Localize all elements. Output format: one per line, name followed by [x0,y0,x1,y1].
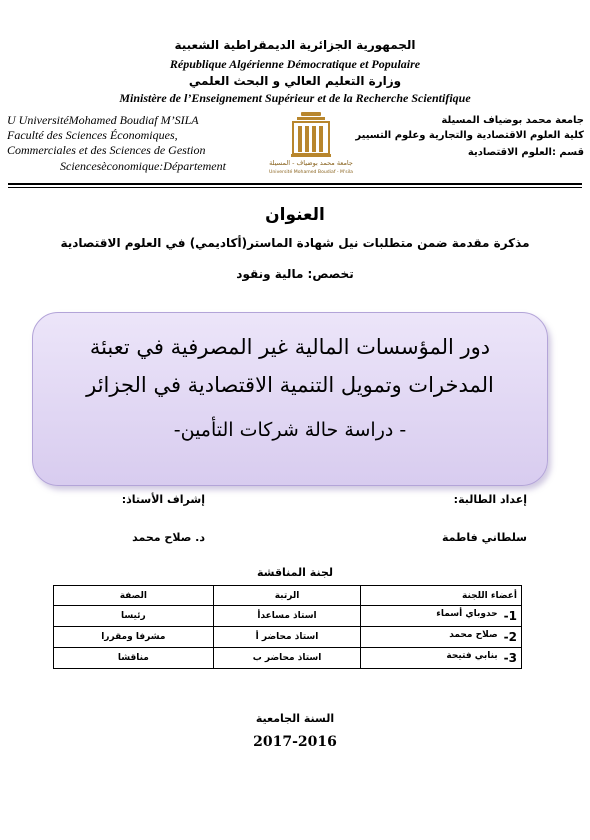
jury-title: لجنة المناقشة [256,566,333,579]
header-divider-thin [8,187,582,188]
title-heading: العنوان [265,205,325,225]
faculty-fr-line1: Faculté des Sciences Économiques, [7,128,178,142]
member-number: 2- [503,630,517,644]
jury-table [53,585,522,669]
member-number: 3- [503,651,517,665]
thesis-title-line1: دور المؤسسات المالية غير المصرفية في تعبئة [89,335,491,359]
header-role: الصفة [54,586,214,606]
header-member: أعضاء اللجنة [361,586,522,606]
university-logo-icon [269,110,353,176]
faculty-ar: كلية العلوم الاقتصادية والتجارية وعلوم التسيير [355,130,584,141]
ministry-fr: Ministère de l’Enseignement Supérieur et de la Recherche Scientifique [119,91,471,105]
header-rank: الرتبة [213,586,361,606]
faculty-fr-line2: Commerciales et des Sciences de Gestion [7,143,206,157]
member-name: بنابي فتيحة [446,651,498,661]
thesis-title-box [32,312,548,486]
table-row [54,648,522,669]
university-ar: جامعة محمد بوضياف المسيلة [441,115,584,126]
supervisor-label: إشراف الأستاذ: [121,493,205,506]
role-cell: مناقشا [54,648,214,669]
logo-text-fr: Université Mohamed Boudiaf - M'sila [269,170,353,175]
jury-table-header [54,586,522,606]
role-cell: مشرفا ومقررا [54,627,214,648]
member-cell [361,627,522,648]
academic-year-value: 2017-2016 [253,734,337,750]
thesis-subtitle: - دراسة حالة شركات التأمين- [173,419,407,441]
table-row [54,606,522,627]
rank-cell: استاذ محاضر ب [213,648,361,669]
rank-cell: استاذ مساعدأ [213,606,361,627]
logo-emblem [291,112,331,157]
memo-description: مذكرة مقدمة ضمن متطلبات نيل شهادة الماستر(أكاديمي) في العلوم الاقتصادية [60,236,530,250]
university-fr: U UniversitéMohamed Boudiaf M’SILA [7,113,199,127]
republic-fr: République Algérienne Démocratique et Populaire [169,57,421,71]
role-cell: رئيسا [54,606,214,627]
student-name: سلطاني فاطمة [442,531,527,544]
member-number: 1- [503,609,517,623]
thesis-title-line2: المدخرات وتمويل التنمية الاقتصادية في الجزائر [86,373,494,397]
member-name: حدوباي أسماء [436,609,498,619]
rank-cell: استاذ محاضر أ [213,627,361,648]
department-ar: قسم :العلوم الاقتصادية [467,147,584,158]
university-logo [269,110,353,176]
table-row [54,627,522,648]
republic-ar: الجمهورية الجزائرية الديمقراطية الشعبية [174,38,416,52]
ministry-ar: وزارة التعليم العالي و البحث العلمي [188,74,402,88]
specialty-label: تخصص: مالية ونقود [236,267,354,281]
prepared-by-label: إعداد الطالبة: [453,493,527,506]
department-fr: Sciencesèconomique:Département [60,159,226,173]
member-name: صلاح محمد [449,630,498,640]
supervisor-name: د. صلاح محمد [132,531,205,544]
logo-text-ar: جامعة محمد بوضياف - المسيلة [269,159,353,167]
member-cell [361,606,522,627]
member-cell [361,648,522,669]
header-divider-thick [8,183,582,185]
academic-year-label: السنة الجامعية [255,712,335,725]
